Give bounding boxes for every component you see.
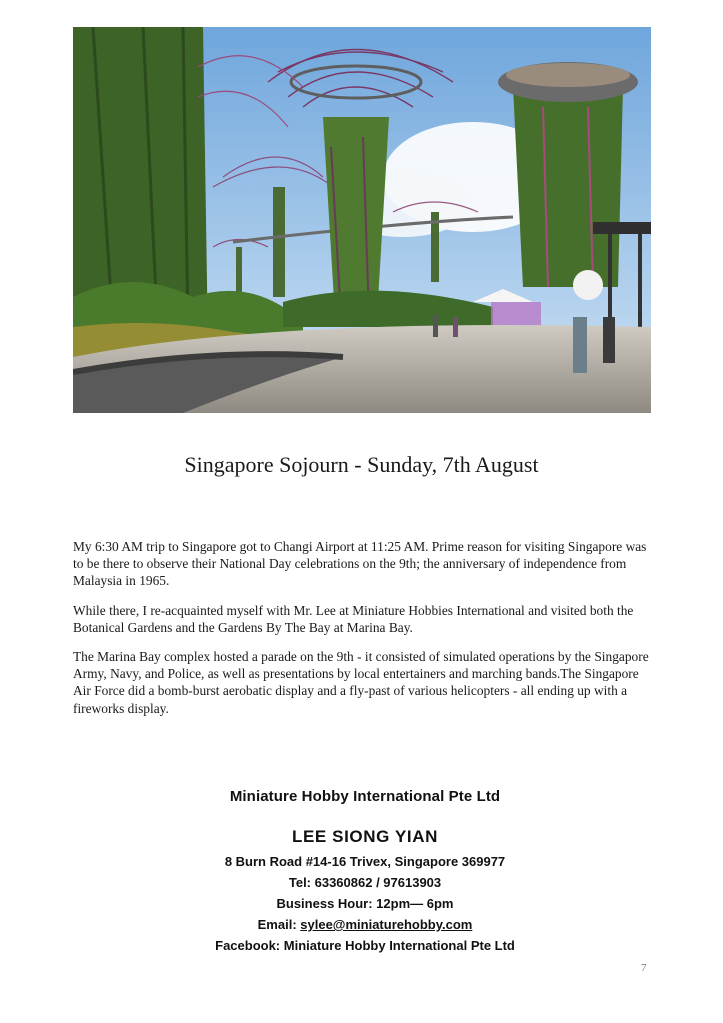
telephone: Tel: 63360862 / 97613903	[288, 875, 442, 890]
address: 8 Burn Road #14-16 Trivex, Singapore 369977	[224, 854, 506, 869]
company-name: Miniature Hobby International Pte Ltd	[229, 788, 501, 805]
page-title: Singapore Sojourn - Sunday, 7th August	[184, 452, 539, 477]
article-body	[73, 538, 653, 729]
page-number: 7	[641, 962, 647, 974]
contact-name: LEE SIONG YIAN	[291, 827, 438, 846]
email-line	[190, 914, 540, 935]
paragraph: My 6:30 AM trip to Singapore got to Changi Airport at 11:25 AM. Prime reason for visiting Singapore was to be there to observe their National Day celebrations on the 9th; the anniversary of independence from Malaysia in 1965.	[73, 539, 647, 589]
supertree-grove-photo	[73, 27, 651, 413]
email-link[interactable]: sylee@miniaturehobby.com	[300, 917, 473, 932]
business-hours: Business Hour: 12pm— 6pm	[276, 896, 454, 911]
business-card	[190, 780, 540, 970]
email-label: Email:	[257, 917, 301, 932]
paragraph: While there, I re-acquainted myself with Mr. Lee at Miniature Hobbies International and visited both the Botanical Gardens and the Gardens By The Bay at Marina Bay.	[73, 602, 634, 635]
paragraph: The Marina Bay complex hosted a parade on the 9th - it consisted of simulated operations by the Singapore Army, Navy, and Police, as well as presentations by local entertainers and marching bands.The Singapore Air Force did a bomb-burst aerobatic display and a fly-past of various helicopters - all ending up with a fireworks display.	[73, 649, 649, 716]
facebook-line: Facebook: Miniature Hobby International Pte Ltd	[215, 938, 515, 953]
